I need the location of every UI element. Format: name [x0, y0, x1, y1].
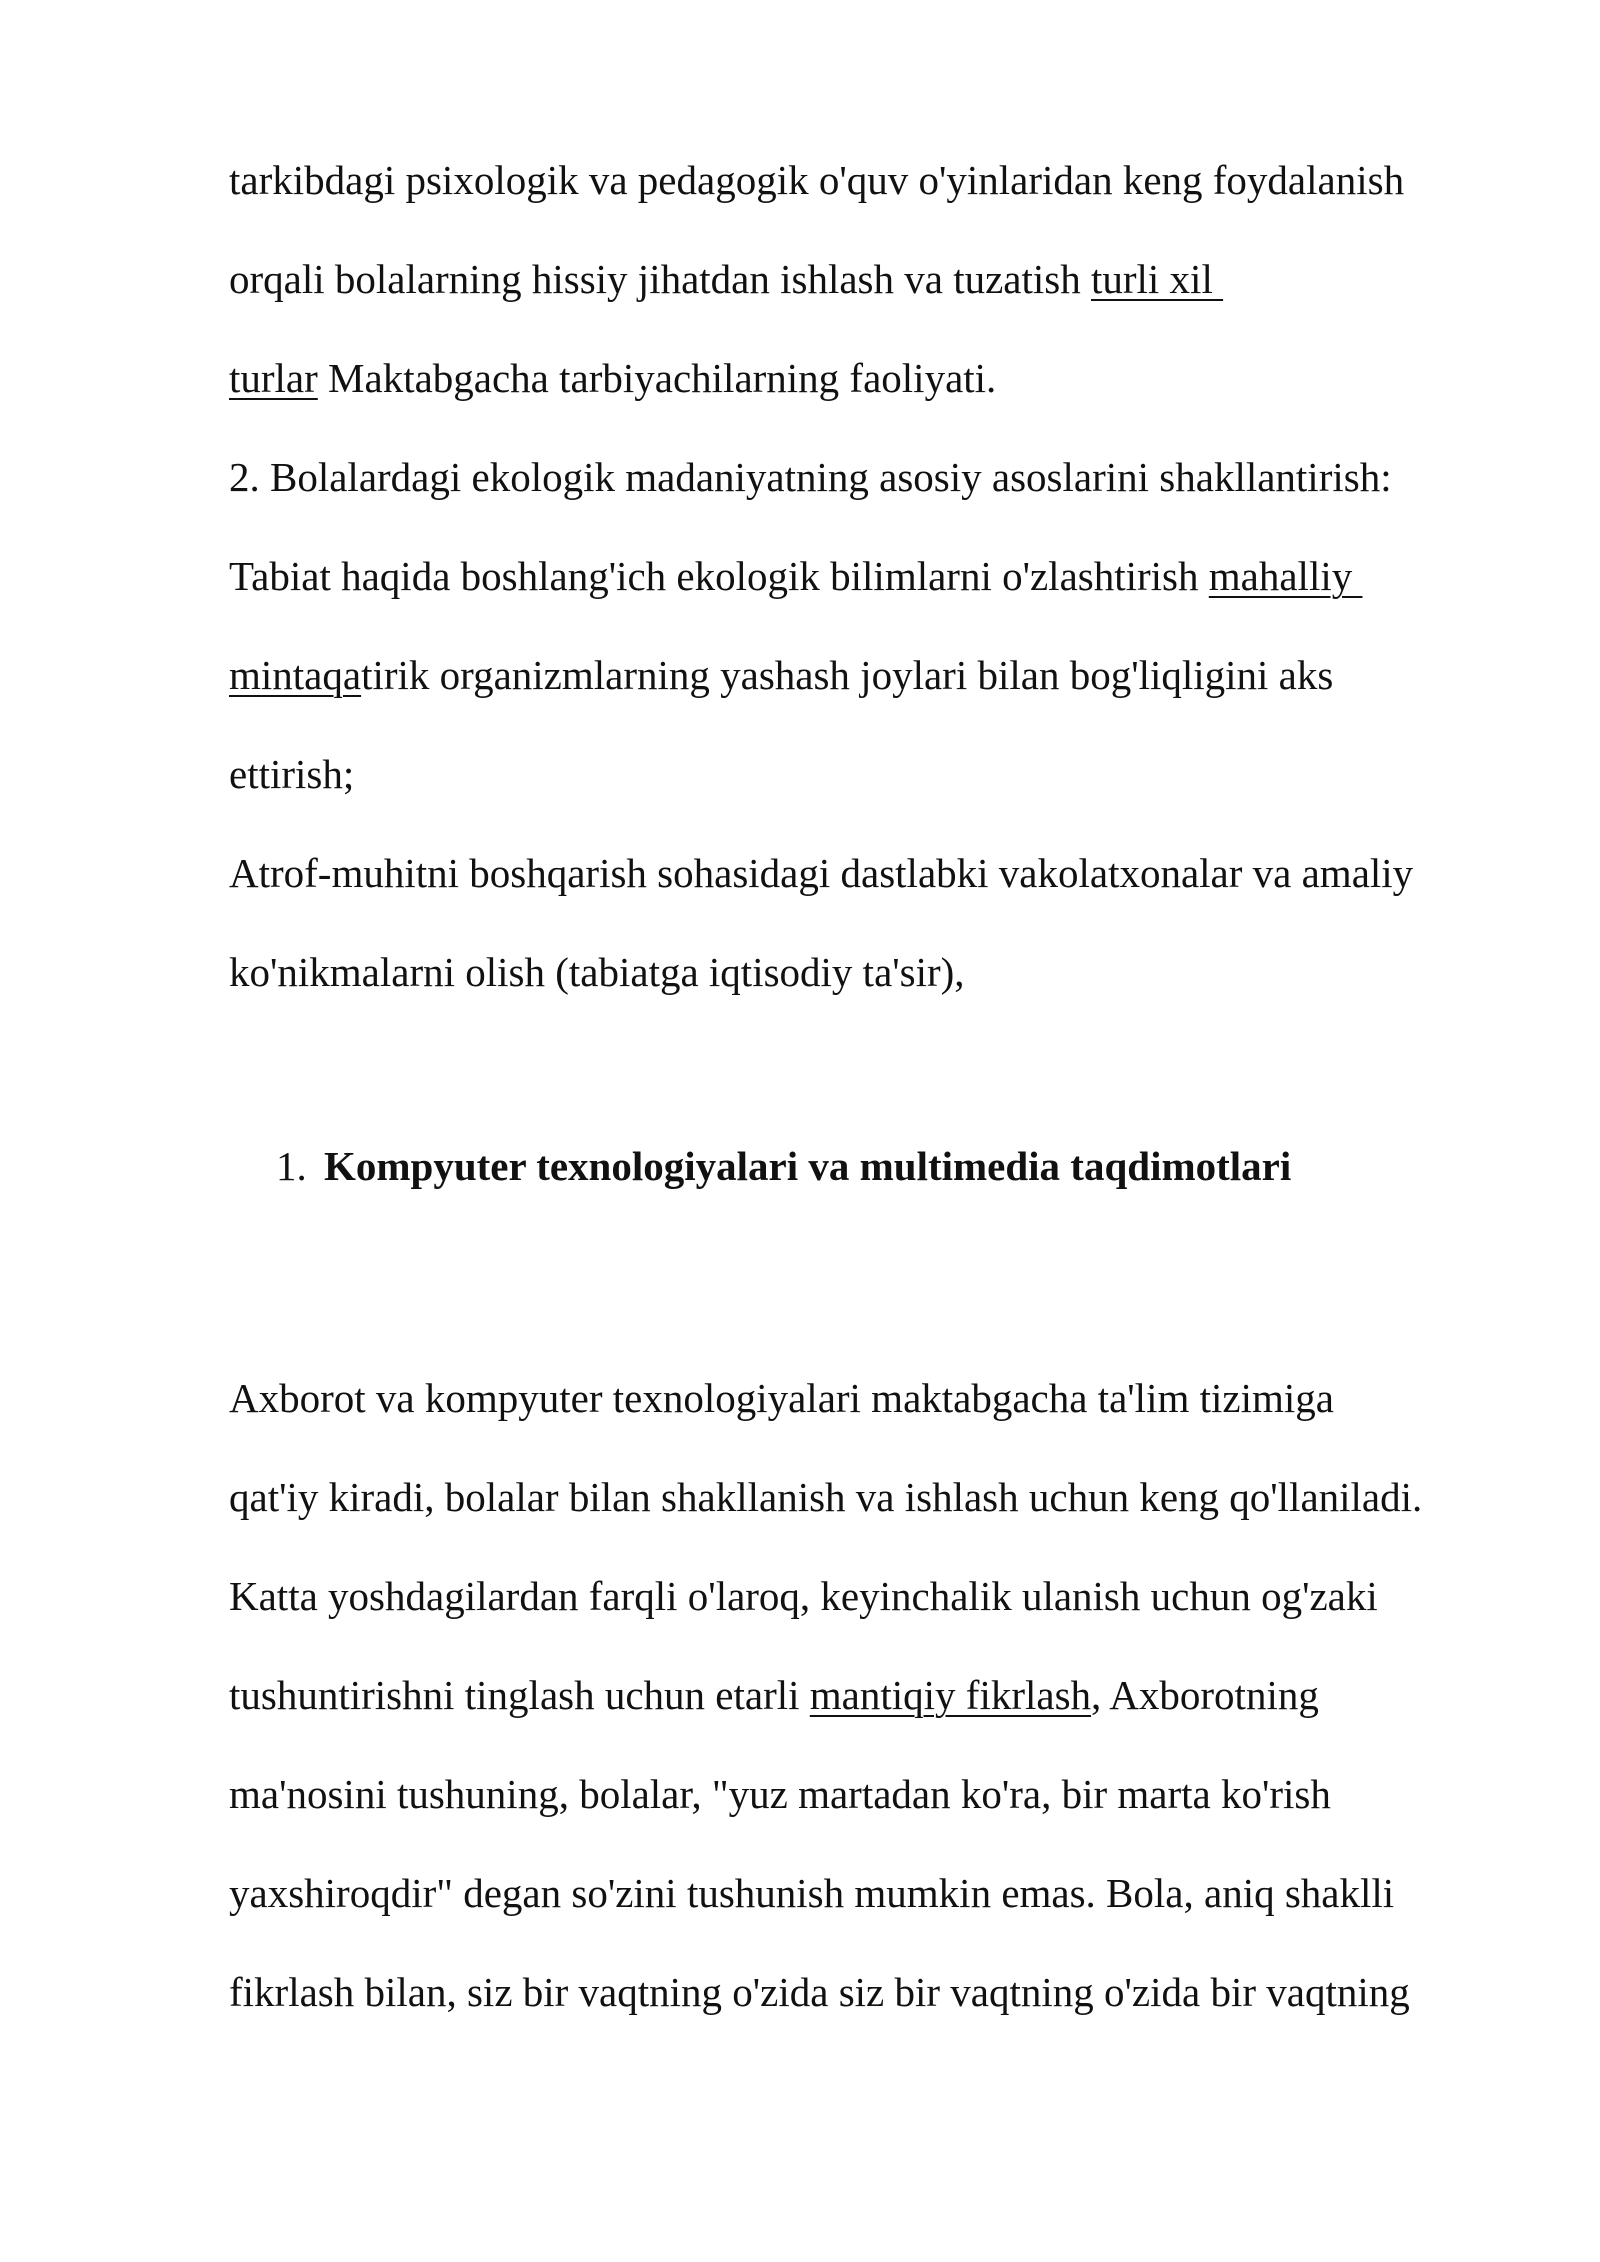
text-segment: tirik organizmlarning yashash joylari bilan bog'liqligini aks	[361, 652, 1334, 698]
text-line: ko'nikmalarni olish (tabiatga iqtisodiy ta'sir),	[229, 949, 965, 995]
paragraph-line: qat'iy kiradi, bolalar bilan shakllanish va ishlash uchun keng qo'llaniladi.	[229, 1474, 1423, 1520]
heading-text: Kompyuter texnologiyalari va multimedia taqdimotlari	[324, 1143, 1292, 1189]
text-line	[229, 352, 996, 404]
underlined-link[interactable]: turli xil	[1090, 256, 1224, 302]
text-line	[229, 253, 1223, 305]
text-segment: tushuntirishni tinglash uchun etarli	[229, 1672, 810, 1718]
text-line: tarkibdagi psixologik va pedagogik o'quv o'yinlaridan keng foydalanish	[229, 157, 1405, 203]
paragraph-line: ma'nosini tushuning, bolalar, "yuz martadan ko'ra, bir marta ko'rish	[229, 1771, 1331, 1817]
underlined-link[interactable]: mantiqiy fikrlash	[809, 1672, 1092, 1718]
heading-number: 1.	[276, 1143, 307, 1189]
paragraph-line	[229, 1669, 1319, 1721]
text-segment: Tabiat haqida boshlang'ich ekologik bilimlarni o'zlashtirish	[229, 553, 1209, 599]
underlined-link[interactable]: mintaqa	[229, 652, 362, 698]
text-line	[229, 550, 1362, 602]
paragraph-line: yaxshiroqdir" degan so'zini tushunish mumkin emas. Bola, aniq shaklli	[229, 1870, 1395, 1916]
text-segment: orqali bolalarning hissiy jihatdan ishlash va tuzatish	[229, 256, 1091, 302]
text-segment: Maktabgacha tarbiyachilarning faoliyati.	[317, 355, 997, 401]
underlined-link[interactable]: mahalliy	[1208, 553, 1363, 599]
paragraph-line: fikrlash bilan, siz bir vaqtning o'zida siz bir vaqtning o'zida bir vaqtning	[229, 1969, 1410, 2015]
paragraph-line: Katta yoshdagilardan farqli o'laroq, keyinchalik ulanish uchun og'zaki	[229, 1573, 1378, 1619]
paragraph-line: Axborot va kompyuter texnologiyalari maktabgacha ta'lim tizimiga	[229, 1375, 1334, 1421]
text-line	[229, 649, 1333, 701]
text-line: ettirish;	[229, 751, 355, 797]
section-heading	[276, 1140, 1291, 1192]
underlined-link[interactable]: turlar	[229, 355, 318, 401]
text-line: 2. Bolalardagi ekologik madaniyatning asosiy asoslarini shakllantirish:	[229, 454, 1392, 500]
text-segment: , Axborotning	[1091, 1672, 1319, 1718]
text-line: Atrof-muhitni boshqarish sohasidagi dastlabki vakolatxonalar va amaliy	[229, 850, 1414, 896]
